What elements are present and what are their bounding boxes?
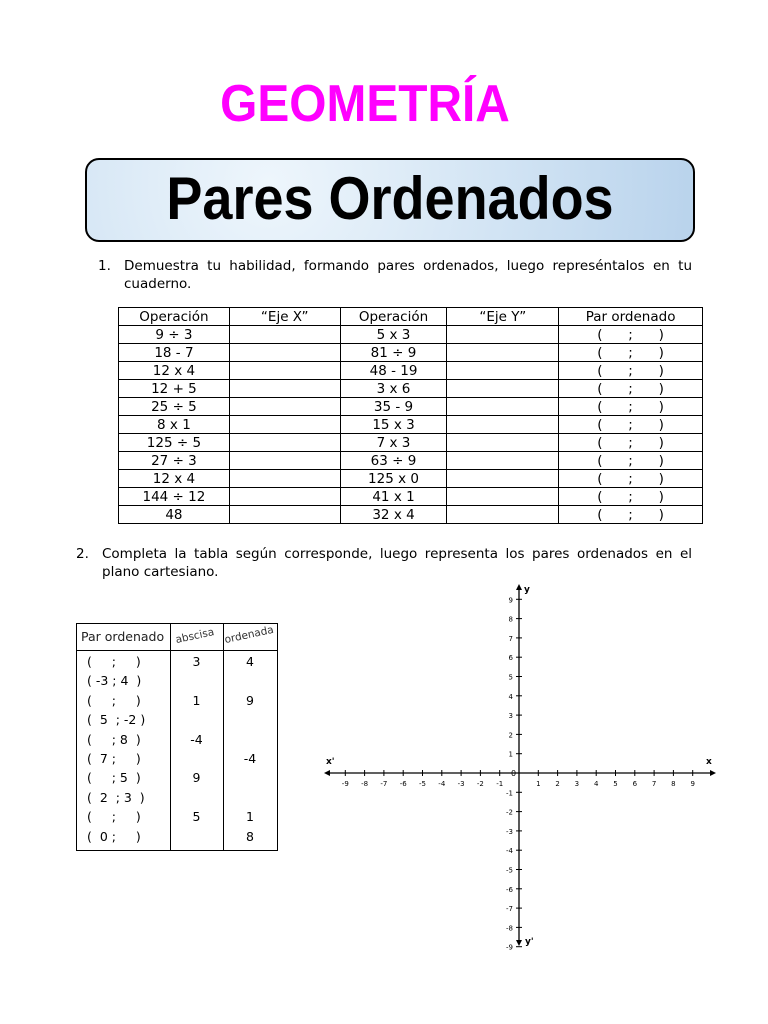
- x-tick-label: 2: [555, 780, 560, 788]
- eje-y-cell[interactable]: [447, 506, 559, 524]
- operacion-x-cell: 8 x 1: [119, 416, 230, 434]
- operacion-x-cell: 12 + 5: [119, 380, 230, 398]
- par-ordenado-cell: [559, 506, 703, 524]
- topic-banner: [85, 158, 695, 242]
- pair-cell: ( 2 ; 3 ): [87, 789, 145, 805]
- x-tick-label: -8: [361, 780, 369, 788]
- pair-cell: ( 5 ; -2 ): [87, 712, 146, 728]
- header-operacion-x: Operación: [119, 308, 230, 326]
- table-row: [119, 452, 703, 470]
- ordenada-cell: [223, 671, 277, 690]
- abscisa-cell: [170, 788, 223, 807]
- y-tick-label: 6: [508, 654, 513, 663]
- eje-y-cell[interactable]: [447, 380, 559, 398]
- y-tick-label: -7: [506, 905, 513, 914]
- abscisa-cell: 9: [192, 770, 201, 786]
- par-ordenado-cell: [559, 452, 703, 470]
- y-tick-label: -9: [506, 943, 513, 950]
- x-tick-label: -7: [380, 780, 388, 788]
- ordenada-cell: 9: [246, 692, 254, 708]
- x-neg-axis-label: x': [326, 757, 335, 767]
- y-tick-label: 2: [508, 731, 513, 740]
- par-ordenado-blank[interactable]: ( ; ): [597, 362, 664, 379]
- operacion-x-cell: 12 x 4: [119, 470, 230, 488]
- eje-x-cell[interactable]: [229, 344, 340, 362]
- x-tick-label: 1: [536, 780, 541, 788]
- par-ordenado-blank[interactable]: ( ; ): [597, 434, 664, 451]
- operacion-y-cell: 15 x 3: [340, 416, 447, 434]
- par-ordenado-blank[interactable]: ( ; ): [597, 344, 664, 361]
- eje-y-cell[interactable]: [447, 398, 559, 416]
- x-axis-arrow-left: [324, 770, 330, 776]
- ordenada-cell: [223, 768, 277, 787]
- x-tick-label: 7: [651, 780, 657, 788]
- abscisa-cell: [170, 827, 223, 846]
- pair-cell: ( ; 8 ): [87, 731, 141, 747]
- y-tick-label: -4: [506, 847, 513, 856]
- page-title: GEOMETRÍA: [220, 75, 510, 133]
- operacion-x-cell: 9 ÷ 3: [119, 326, 230, 344]
- pair-cell: ( -3 ; 4 ): [87, 673, 142, 689]
- eje-x-cell[interactable]: [229, 488, 340, 506]
- operacion-x-cell: 144 ÷ 12: [119, 488, 230, 506]
- operacion-y-cell: 63 ÷ 9: [340, 452, 447, 470]
- operacion-y-cell: 5 x 3: [340, 326, 447, 344]
- pairs-table: [76, 623, 278, 851]
- eje-x-cell[interactable]: [229, 506, 340, 524]
- par-ordenado-blank[interactable]: ( ; ): [597, 380, 664, 397]
- question-2-text: Completa la tabla según corresponde, luego representa los pares ordenados en el plano cartesiano.: [102, 546, 692, 580]
- question-1: [98, 257, 692, 293]
- table-header-row: [119, 308, 703, 326]
- par-ordenado-blank[interactable]: ( ; ): [597, 326, 664, 343]
- abscisa-cell: [170, 710, 223, 729]
- operacion-y-cell: 41 x 1: [340, 488, 447, 506]
- par-ordenado-cell: [559, 398, 703, 416]
- x-tick-label: 3: [574, 780, 580, 788]
- x-tick-label: 9: [690, 780, 695, 788]
- y-axis-arrow-up: [516, 584, 522, 590]
- header-par-ordenado: Par ordenado: [559, 308, 703, 326]
- pair-cell: ( 7 ; ): [87, 750, 141, 766]
- x-tick-label: -1: [496, 780, 504, 788]
- par-ordenado-cell: [559, 416, 703, 434]
- par-ordenado-cell: [559, 434, 703, 452]
- header-ordenada: ordenada: [223, 623, 275, 646]
- header-abscisa: abscisa: [174, 626, 216, 646]
- operacion-x-cell: 25 ÷ 5: [119, 398, 230, 416]
- table-row: [119, 362, 703, 380]
- eje-x-cell[interactable]: [229, 398, 340, 416]
- x-tick-label: -6: [399, 780, 407, 788]
- table-row: [119, 380, 703, 398]
- y-tick-label: 3: [508, 712, 513, 721]
- header-par-ordenado-2: Par ordenado: [81, 629, 165, 644]
- eje-y-cell[interactable]: [447, 326, 559, 344]
- question-1-text: Demuestra tu habilidad, formando pares ordenados, luego represéntalos en tu cuaderno.: [124, 258, 692, 292]
- table-row: [119, 506, 703, 524]
- ordenada-cell: 4: [246, 654, 254, 669]
- y-axis-arrow-down: [516, 940, 522, 946]
- eje-x-cell[interactable]: [229, 434, 340, 452]
- eje-y-cell[interactable]: [447, 470, 559, 488]
- y-tick-label: 4: [508, 692, 513, 701]
- pair-cell: ( ; ): [87, 692, 141, 708]
- ordenada-cell: 1: [246, 809, 254, 825]
- par-ordenado-cell: [559, 344, 703, 362]
- origin-label: 0: [511, 769, 517, 778]
- question-1-number: 1.: [98, 258, 111, 274]
- par-ordenado-blank[interactable]: ( ; ): [597, 398, 664, 415]
- eje-x-cell[interactable]: [229, 470, 340, 488]
- eje-x-cell[interactable]: [229, 416, 340, 434]
- banner-title: Pares Ordenados: [166, 165, 614, 232]
- operacion-x-cell: 12 x 4: [119, 362, 230, 380]
- table-row: [119, 470, 703, 488]
- operacion-y-cell: 32 x 4: [340, 506, 447, 524]
- ordenada-cell: [223, 710, 277, 729]
- table-row: [119, 326, 703, 344]
- ordenada-column: [223, 652, 277, 846]
- eje-x-cell[interactable]: [229, 326, 340, 344]
- x-tick-label: 6: [632, 780, 638, 788]
- eje-y-cell[interactable]: [447, 434, 559, 452]
- y-neg-axis-label: y': [525, 937, 534, 947]
- pairs-column: [87, 652, 145, 846]
- y-tick-label: -5: [506, 866, 513, 875]
- par-ordenado-cell: [559, 488, 703, 506]
- table-row: [119, 434, 703, 452]
- operacion-x-cell: 48: [119, 506, 230, 524]
- operacion-y-cell: 48 - 19: [340, 362, 447, 380]
- question-2-number: 2.: [76, 546, 89, 562]
- pair-cell: ( 0 ; ): [87, 828, 141, 844]
- eje-x-cell[interactable]: [229, 362, 340, 380]
- pair-cell: ( ; ): [87, 654, 141, 669]
- par-ordenado-blank[interactable]: ( ; ): [597, 470, 664, 487]
- abscisa-cell: -4: [190, 731, 203, 747]
- cartesian-plane: [320, 580, 720, 950]
- x-tick-label: -3: [457, 780, 465, 788]
- question-2: [76, 545, 692, 581]
- eje-y-cell[interactable]: [447, 416, 559, 434]
- eje-y-cell[interactable]: [447, 344, 559, 362]
- x-tick-label: 5: [613, 780, 618, 788]
- y-tick-label: 7: [508, 634, 513, 643]
- x-tick-label: 4: [593, 780, 599, 788]
- y-tick-label: 9: [508, 596, 513, 605]
- abscisa-column: [170, 652, 223, 846]
- par-ordenado-blank[interactable]: ( ; ): [597, 416, 664, 433]
- operacion-y-cell: 3 x 6: [340, 380, 447, 398]
- x-tick-label: -4: [438, 780, 446, 788]
- operacion-x-cell: 125 ÷ 5: [119, 434, 230, 452]
- header-eje-x: “Eje X”: [229, 308, 340, 326]
- eje-y-cell[interactable]: [447, 362, 559, 380]
- operacion-y-cell: 35 - 9: [340, 398, 447, 416]
- par-ordenado-cell: [559, 380, 703, 398]
- header-eje-y: “Eje Y”: [447, 308, 559, 326]
- operacion-y-cell: 7 x 3: [340, 434, 447, 452]
- table-row: [119, 344, 703, 362]
- abscisa-cell: [170, 671, 223, 690]
- y-tick-label: -2: [506, 808, 513, 817]
- par-ordenado-cell: [559, 362, 703, 380]
- operacion-x-cell: 18 - 7: [119, 344, 230, 362]
- par-ordenado-blank[interactable]: ( ; ): [597, 452, 664, 469]
- operacion-y-cell: 125 x 0: [340, 470, 447, 488]
- table-row: [119, 488, 703, 506]
- operacion-x-cell: 27 ÷ 3: [119, 452, 230, 470]
- pair-cell: ( ; 5 ): [87, 770, 141, 786]
- operacion-y-cell: 81 ÷ 9: [340, 344, 447, 362]
- ordenada-cell: 8: [246, 828, 254, 844]
- y-tick-label: 5: [508, 673, 513, 682]
- y-tick-label: -3: [506, 827, 513, 836]
- x-axis-label: x: [706, 757, 712, 767]
- ordenada-cell: [223, 730, 277, 749]
- y-tick-label: -8: [506, 924, 513, 933]
- eje-y-cell[interactable]: [447, 488, 559, 506]
- par-ordenado-cell: [559, 326, 703, 344]
- abscisa-cell: 1: [192, 692, 201, 708]
- x-tick-label: -5: [419, 780, 426, 788]
- y-tick-label: 1: [508, 750, 513, 759]
- par-ordenado-blank[interactable]: ( ; ): [597, 506, 664, 523]
- x-tick-label: -9: [341, 780, 349, 788]
- abscisa-cell: 3: [192, 654, 201, 669]
- x-axis-arrow-right: [710, 770, 716, 776]
- header-operacion-y: Operación: [340, 308, 447, 326]
- y-tick-label: -6: [506, 885, 513, 894]
- abscisa-cell: [170, 749, 223, 768]
- y-axis-label: y: [524, 585, 530, 595]
- operations-table: [118, 307, 703, 524]
- par-ordenado-cell: [559, 470, 703, 488]
- eje-x-cell[interactable]: [229, 452, 340, 470]
- ordenada-cell: -4: [243, 750, 257, 766]
- y-tick-label: 8: [508, 615, 513, 624]
- pair-cell: ( ; ): [87, 809, 141, 825]
- table-row: [119, 416, 703, 434]
- eje-x-cell[interactable]: [229, 380, 340, 398]
- ordenada-cell: [223, 788, 277, 807]
- table-row: [119, 398, 703, 416]
- y-tick-label: -1: [506, 789, 513, 798]
- x-tick-label: -2: [476, 780, 484, 788]
- x-tick-label: 8: [671, 780, 676, 788]
- par-ordenado-blank[interactable]: ( ; ): [597, 488, 664, 505]
- eje-y-cell[interactable]: [447, 452, 559, 470]
- abscisa-cell: 5: [192, 809, 201, 825]
